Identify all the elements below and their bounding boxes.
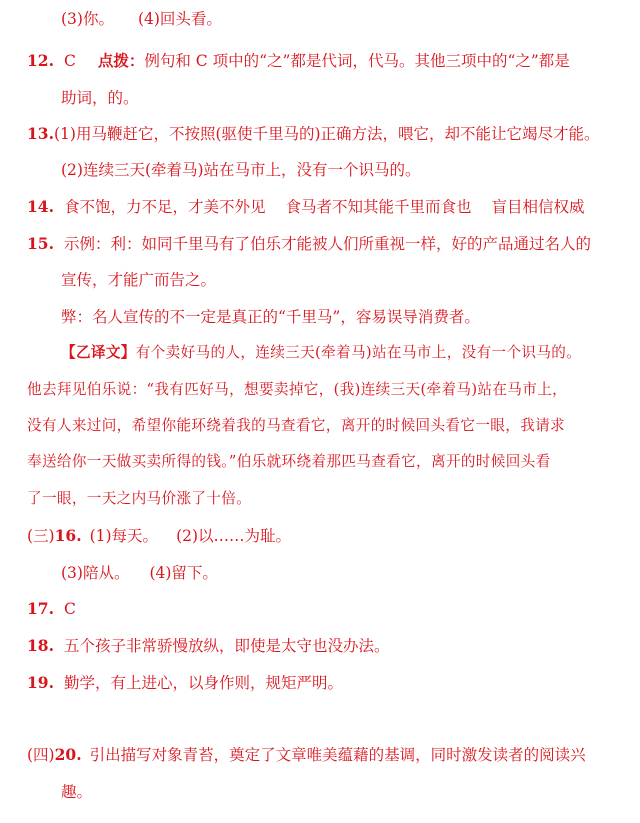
question-number: 18 (27, 636, 49, 655)
question-18-line (27, 636, 390, 656)
question-12-line (27, 51, 570, 71)
translation-text: 了一眼，一天之内马价涨了十倍。 (27, 490, 252, 507)
translation-line-5 (27, 489, 251, 509)
question-number: 15 (27, 234, 49, 253)
answer-4: (4)留下。 (149, 564, 218, 582)
question-14-answer-a: 食不饱，力不足，才美不外见 (63, 198, 266, 216)
question-19-text: 勤学，有上进心，以身作则，规矩严明。 (63, 674, 343, 692)
number-separator: . (48, 51, 54, 70)
question-12-answer: C (63, 52, 76, 70)
number-separator: . (48, 673, 54, 692)
translation-text: 有个卖好马的人，连续三天(牵着马)站在马市上，没有一个识马的。 (135, 344, 582, 361)
question-number: 12 (27, 51, 49, 70)
answer-4: (4)回头看。 (137, 10, 222, 28)
number-separator: . (48, 599, 54, 618)
question-18-text: 五个孩子非常骄慢放纵，即使是太守也没办法。 (63, 637, 390, 655)
question-number: 16 (54, 526, 77, 545)
question-15-drawback (61, 307, 480, 327)
translation-line-2 (27, 380, 567, 400)
question-20-continuation (61, 782, 92, 802)
number-separator: . (48, 636, 54, 655)
question-number: 17 (27, 599, 49, 618)
question-14-line (27, 197, 585, 217)
question-number: 19 (27, 673, 49, 692)
question-17-line (27, 599, 76, 619)
section-prefix: (四) (27, 746, 55, 764)
continuation-text: 宣传，才能广而告之。 (61, 271, 217, 289)
question-13-text: (1)用马鞭赶它，不按照(驱使千里马的)正确方法，喂它，却不能让它竭尽才能。 (53, 125, 600, 143)
translation-label: 【乙译文】 (61, 344, 136, 361)
question-15-continuation (61, 270, 216, 290)
number-separator: . (48, 124, 54, 143)
section-4-question-20 (27, 745, 586, 765)
question-12-continuation (61, 88, 139, 108)
translation-line-1 (61, 343, 581, 363)
continuation-text: (2)连续三天(牵着马)站在马市上，没有一个识马的。 (61, 161, 421, 179)
section-3-question-16-continuation (61, 563, 218, 583)
translation-line-3 (27, 416, 565, 436)
continuation-text: 助词，的。 (61, 89, 139, 107)
continuation-text: 趣。 (61, 783, 93, 801)
section-3-question-16 (27, 526, 291, 546)
number-separator: . (48, 234, 54, 253)
drawback-text: 弊：名人宣传的不一定是真正的“千里马”，容易误导消费者。 (61, 308, 480, 326)
number-separator: . (76, 526, 82, 545)
hint-label: 点拨： (97, 51, 145, 70)
translation-text: 奉送给你一天做买卖所得的钱。”伯乐就环绕着那匹马查看它，离开的时候回头看 (27, 453, 551, 470)
translation-text: 没有人来过问，希望你能环绕着我的马查看它，离开的时候回头看它一眼，我请求 (27, 417, 565, 434)
answer-line-3-4 (61, 9, 222, 29)
answer-2: (2)以……为耻。 (176, 527, 292, 545)
question-14-answer-c: 盲目相信权威 (491, 198, 585, 216)
section-prefix: (三) (27, 527, 55, 545)
translation-line-4 (27, 452, 551, 472)
question-15-line (27, 234, 591, 254)
question-17-answer: C (63, 600, 76, 618)
question-15-text: 示例：利：如同千里马有了伯乐才能被人们所重视一样，好的产品通过名人的 (63, 235, 591, 253)
number-separator: . (76, 745, 82, 764)
question-14-answer-b: 食马者不知其能千里而食也 (285, 198, 472, 216)
question-13-continuation (61, 160, 421, 180)
question-13-line (27, 124, 600, 144)
answer-1: (1)每天。 (89, 527, 159, 545)
question-20-text: 引出描写对象青苔，奠定了文章唯美蕴藉的基调，同时激发读者的阅读兴 (89, 746, 586, 764)
answer-3: (3)陪从。 (61, 564, 130, 582)
answer-3: (3)你。 (61, 10, 114, 28)
question-number: 20 (54, 745, 77, 764)
number-separator: . (48, 197, 54, 216)
question-number: 14 (27, 197, 49, 216)
translation-text: 他去拜见伯乐说：“我有匹好马，想要卖掉它，(我)连续三天(牵着马)站在马市上， (27, 381, 568, 398)
question-19-line (27, 673, 343, 693)
question-12-text: 例句和 C 项中的“之”都是代词，代马。其他三项中的“之”都是 (144, 52, 570, 70)
question-number: 13 (27, 124, 49, 143)
